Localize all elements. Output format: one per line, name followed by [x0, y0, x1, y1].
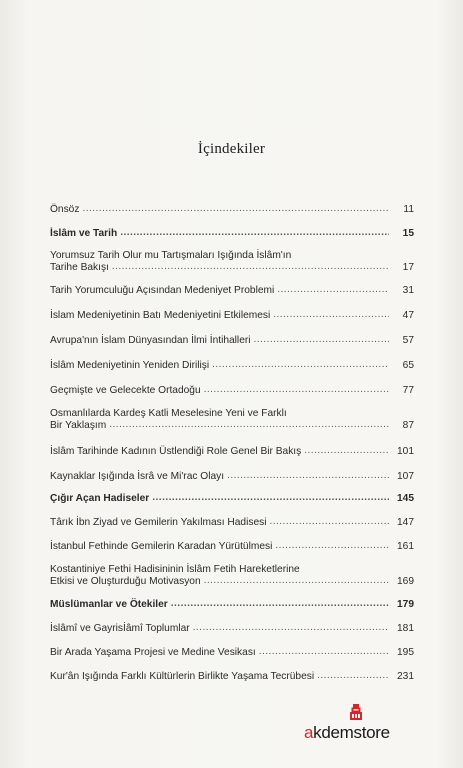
- toc-entry: [50, 228, 414, 240]
- toc-entry-row: [50, 623, 414, 635]
- toc-entry-row: [50, 517, 414, 529]
- toc-entry-page-number: 57: [402, 335, 414, 346]
- dot-leader: [120, 227, 389, 239]
- toc-entry-title: Etkisi ve Oluşturduğu Motivasyon: [50, 576, 201, 587]
- dot-leader: [277, 284, 389, 296]
- toc-entry: [50, 204, 414, 216]
- dot-leader: [193, 622, 389, 634]
- toc-entry-page-number: 147: [397, 517, 414, 528]
- toc-entry-title: İslâm Tarihinde Kadının Üstlendiği Role Genel Bir Bakış: [50, 446, 302, 457]
- toc-entry-title: Bir Arada Yaşama Projesi ve Medine Vesikası: [50, 647, 256, 658]
- dot-leader: [171, 598, 389, 610]
- toc-entry: [50, 360, 414, 372]
- toc-entry-row: [50, 599, 414, 611]
- toc-entry: [50, 493, 414, 505]
- toc-entry: [50, 446, 414, 458]
- toc-entry: [50, 471, 414, 483]
- toc-entry-title: Önsöz: [50, 204, 80, 215]
- logo-wordmark: [304, 723, 390, 743]
- toc-entry-page-number: 77: [402, 385, 414, 396]
- toc-entry-row: [50, 204, 414, 216]
- toc-entry-title: Kaynaklar Işığında İsrâ ve Mi'rac Olayı: [50, 471, 225, 482]
- toc-entry-row: [50, 420, 414, 432]
- toc-entry: [50, 285, 414, 297]
- toc-entry-page-number: 87: [402, 420, 414, 431]
- toc-entry-title-line: Kostantiniye Fethi Hadisininin İslâm Fetih Hareketlerine: [50, 564, 300, 575]
- dot-leader: [227, 470, 389, 482]
- dot-leader: [259, 646, 389, 658]
- toc-entry: [50, 599, 414, 611]
- toc-entry: [50, 385, 414, 397]
- dot-leader: [112, 261, 389, 273]
- toc-entry-row: [50, 335, 414, 347]
- dot-leader: [152, 492, 389, 504]
- toc-entry-row: [50, 360, 414, 372]
- toc-entry-title: Çığır Açan Hadiseler: [50, 493, 150, 504]
- dot-leader: [204, 575, 389, 587]
- toc-entry-page-number: 17: [402, 262, 414, 273]
- toc-entry-title: Müslümanlar ve Ötekiler: [50, 599, 168, 610]
- toc-entry-page-number: 179: [397, 599, 414, 610]
- book-stack-icon: [349, 703, 363, 721]
- toc-entry-title: Tarihe Bakışı: [50, 262, 109, 273]
- dot-leader: [317, 670, 389, 682]
- toc-entry-row: [50, 446, 414, 458]
- dot-leader: [82, 203, 389, 215]
- akdemstore-logo: [300, 703, 420, 749]
- toc-entry: [50, 310, 414, 322]
- toc-entry-page-number: 47: [402, 310, 414, 321]
- dot-leader: [212, 359, 389, 371]
- logo-wordmark-prefix: a: [304, 723, 314, 742]
- toc-entry-page-number: 231: [397, 671, 414, 682]
- toc-entry: [50, 517, 414, 529]
- dot-leader: [275, 540, 389, 552]
- toc-entry: [50, 408, 414, 432]
- toc-entry: [50, 250, 414, 274]
- toc-entry-title-line: Osmanlılarda Kardeş Katli Meselesine Yeni ve Farklı: [50, 408, 287, 419]
- toc-entry-title: İslam Medeniyetinin Batı Medeniyetini Etkilemesi: [50, 310, 271, 321]
- toc-entry-page-number: 169: [397, 576, 414, 587]
- toc-entry-page-number: 107: [397, 471, 414, 482]
- toc-entry-page-number: 11: [403, 204, 414, 215]
- toc-entry: [50, 335, 414, 347]
- toc-entry-row: [50, 493, 414, 505]
- toc-entry-title: İstanbul Fethinde Gemilerin Karadan Yürütülmesi: [50, 541, 273, 552]
- toc-entry-row: [50, 471, 414, 483]
- toc-entry-title: İslâm Medeniyetinin Yeniden Dirilişi: [50, 360, 210, 371]
- toc-entry-row: [50, 262, 414, 274]
- toc-entry-row: [50, 647, 414, 659]
- toc-entry-title: Geçmişte ve Gelecekte Ortadoğu: [50, 385, 201, 396]
- toc-entry-title: İslâmî ve Gayrisİâmî Toplumlar: [50, 623, 190, 634]
- dot-leader: [269, 516, 389, 528]
- toc-entry-page-number: 161: [397, 541, 414, 552]
- toc-entry-page-number: 195: [397, 647, 414, 658]
- toc-entry-page-number: 101: [397, 446, 414, 457]
- toc-entry-row: [50, 671, 414, 683]
- dot-leader: [304, 445, 389, 457]
- toc-entry: [50, 564, 414, 588]
- toc-entry: [50, 671, 414, 683]
- toc-entry-row: [50, 541, 414, 553]
- toc-entry-page-number: 145: [397, 493, 414, 504]
- toc-entry-page-number: 181: [397, 623, 414, 634]
- toc-entry-title: Târık İbn Ziyad ve Gemilerin Yakılması Hadisesi: [50, 517, 267, 528]
- toc-entry-row: [50, 228, 414, 240]
- toc-entry-title: Avrupa'nın İslam Dünyasından İlmi İntihalleri: [50, 335, 251, 346]
- toc-entry: [50, 647, 414, 659]
- toc-entry-title: Kur'ân Işığında Farklı Kültürlerin Birlikte Yaşama Tecrübesi: [50, 671, 315, 682]
- dot-leader: [109, 419, 389, 431]
- logo-wordmark-rest: kdemstore: [313, 723, 390, 742]
- toc-entry-row: [50, 285, 414, 297]
- toc-entry-row: [50, 576, 414, 588]
- toc-entry-page-number: 15: [402, 228, 414, 239]
- dot-leader: [273, 309, 389, 321]
- toc-entry-row: [50, 385, 414, 397]
- toc-entry: [50, 623, 414, 635]
- toc-entry-title: Tarih Yorumculuğu Açısından Medeniyet Problemi: [50, 285, 275, 296]
- toc-entry-page-number: 65: [402, 360, 414, 371]
- toc-entry-title: Bir Yaklaşım: [50, 420, 107, 431]
- dot-leader: [204, 384, 389, 396]
- toc-entry: [50, 541, 414, 553]
- toc-entry-title: İslâm ve Tarih: [50, 228, 118, 239]
- page-title: İçindekiler: [197, 141, 266, 157]
- toc-entry-page-number: 31: [402, 285, 414, 296]
- dot-leader: [254, 334, 389, 346]
- toc-entry-row: [50, 310, 414, 322]
- toc-entry-title-line: Yorumsuz Tarih Olur mu Tartışmaları Işığında İslâm'ın: [50, 250, 292, 261]
